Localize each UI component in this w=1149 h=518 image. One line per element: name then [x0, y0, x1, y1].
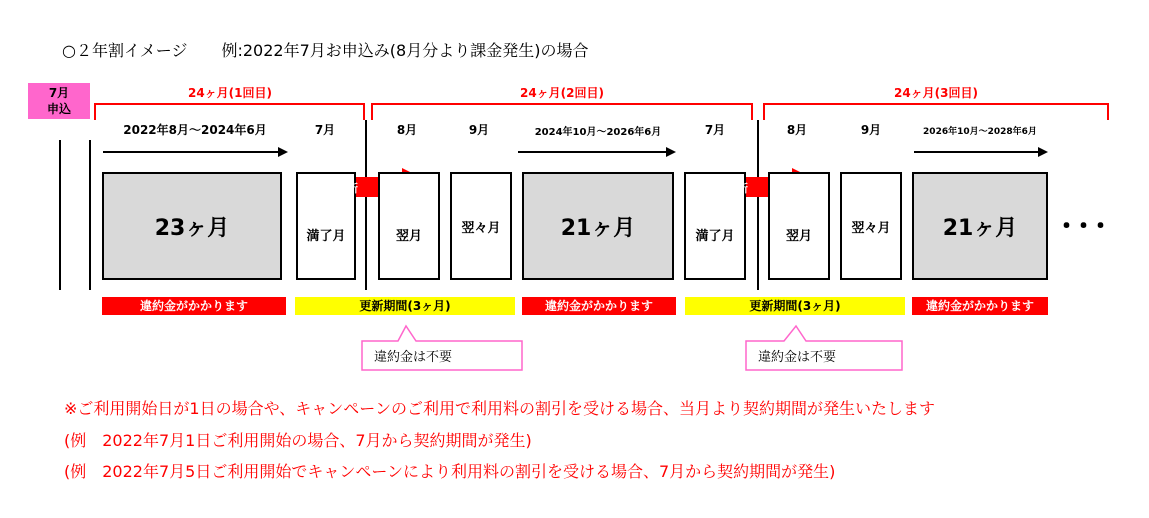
period-box-c3-next2: 翌々月	[840, 172, 902, 280]
title-example: 例:2022年7月お申込み(8月分より課金発生)の場合	[221, 41, 589, 60]
penalty-bar-3: 違約金がかかります	[912, 297, 1048, 315]
period-box-c3-next	[768, 172, 830, 280]
month-label-c2-aug: 8月	[396, 123, 418, 137]
period-box-c2-next	[378, 172, 440, 280]
period-box-c3-main: 21ヶ月	[912, 172, 1048, 280]
auto-renew-label-1: 自動更新	[314, 182, 358, 195]
range-arrow-1-head	[278, 147, 288, 157]
cycle-bracket-3	[764, 104, 1108, 120]
cycle-label-2: 24ヶ月(2回目)	[519, 86, 605, 100]
apply-tag-line1: 7月	[48, 86, 70, 100]
title-main: ○２年割イメージ	[62, 41, 188, 60]
period-box-c3-next-label: 翌月	[785, 228, 812, 244]
range-arrow-3-head	[1038, 147, 1048, 157]
cycle-label-1: 24ヶ月(1回目)	[187, 86, 273, 100]
cycle-bracket-1	[95, 104, 364, 120]
continuation-dots: ･･･	[1060, 212, 1112, 242]
auto-renew-label-2: 自動更新	[704, 182, 748, 195]
month-label-c2-range: 2024年10月～2026年6月	[534, 127, 662, 138]
callout-1-text: 違約金は不要	[374, 350, 453, 365]
apply-tag-line2: 申込	[46, 102, 71, 116]
period-box-c1-end-label: 満了月	[306, 228, 346, 244]
callout-2-text: 違約金は不要	[758, 350, 837, 365]
month-label-c3-sep: 9月	[860, 123, 882, 137]
month-label-c2-jul: 7月	[704, 123, 726, 137]
cycle-label-3: 24ヶ月(3回目)	[893, 86, 979, 100]
period-box-c2-main: 21ヶ月	[522, 172, 674, 280]
period-box-c1-main: 23ヶ月	[102, 172, 282, 280]
month-label-c1-jul: 7月	[314, 123, 336, 137]
month-label-c1-range: 2022年8月～2024年6月	[123, 123, 267, 137]
penalty-bar-2: 違約金がかかります	[522, 297, 676, 315]
penalty-bar-1: 違約金がかかります	[102, 297, 286, 315]
note-line-3: (例 2022年7月5日ご利用開始でキャンペーンにより利用料の割引を受ける場合、7月から契約期間が発生)	[64, 462, 836, 481]
renewal-period-bar-1: 更新期間(3ヶ月)	[295, 297, 515, 315]
note-line-1: ※ご利用開始日が1日の場合や、キャンペーンのご利用で利用料の割引を受ける場合、当月より契約期間が発生いたします	[64, 399, 935, 418]
cycle-bracket-2	[372, 104, 752, 120]
month-label-c2-sep: 9月	[468, 123, 490, 137]
month-label-c3-range: 2026年10月～2028年6月	[923, 127, 1037, 137]
period-box-c2-next-label: 翌月	[395, 228, 422, 244]
period-box-c2-end-label: 満了月	[695, 228, 735, 244]
note-line-2: (例 2022年7月1日ご利用開始の場合、7月から契約期間が発生)	[64, 431, 532, 450]
renewal-period-bar-2: 更新期間(3ヶ月)	[685, 297, 905, 315]
period-box-c2-next2: 翌々月	[450, 172, 512, 280]
range-arrow-2-head	[666, 147, 676, 157]
month-label-c3-aug: 8月	[786, 123, 808, 137]
